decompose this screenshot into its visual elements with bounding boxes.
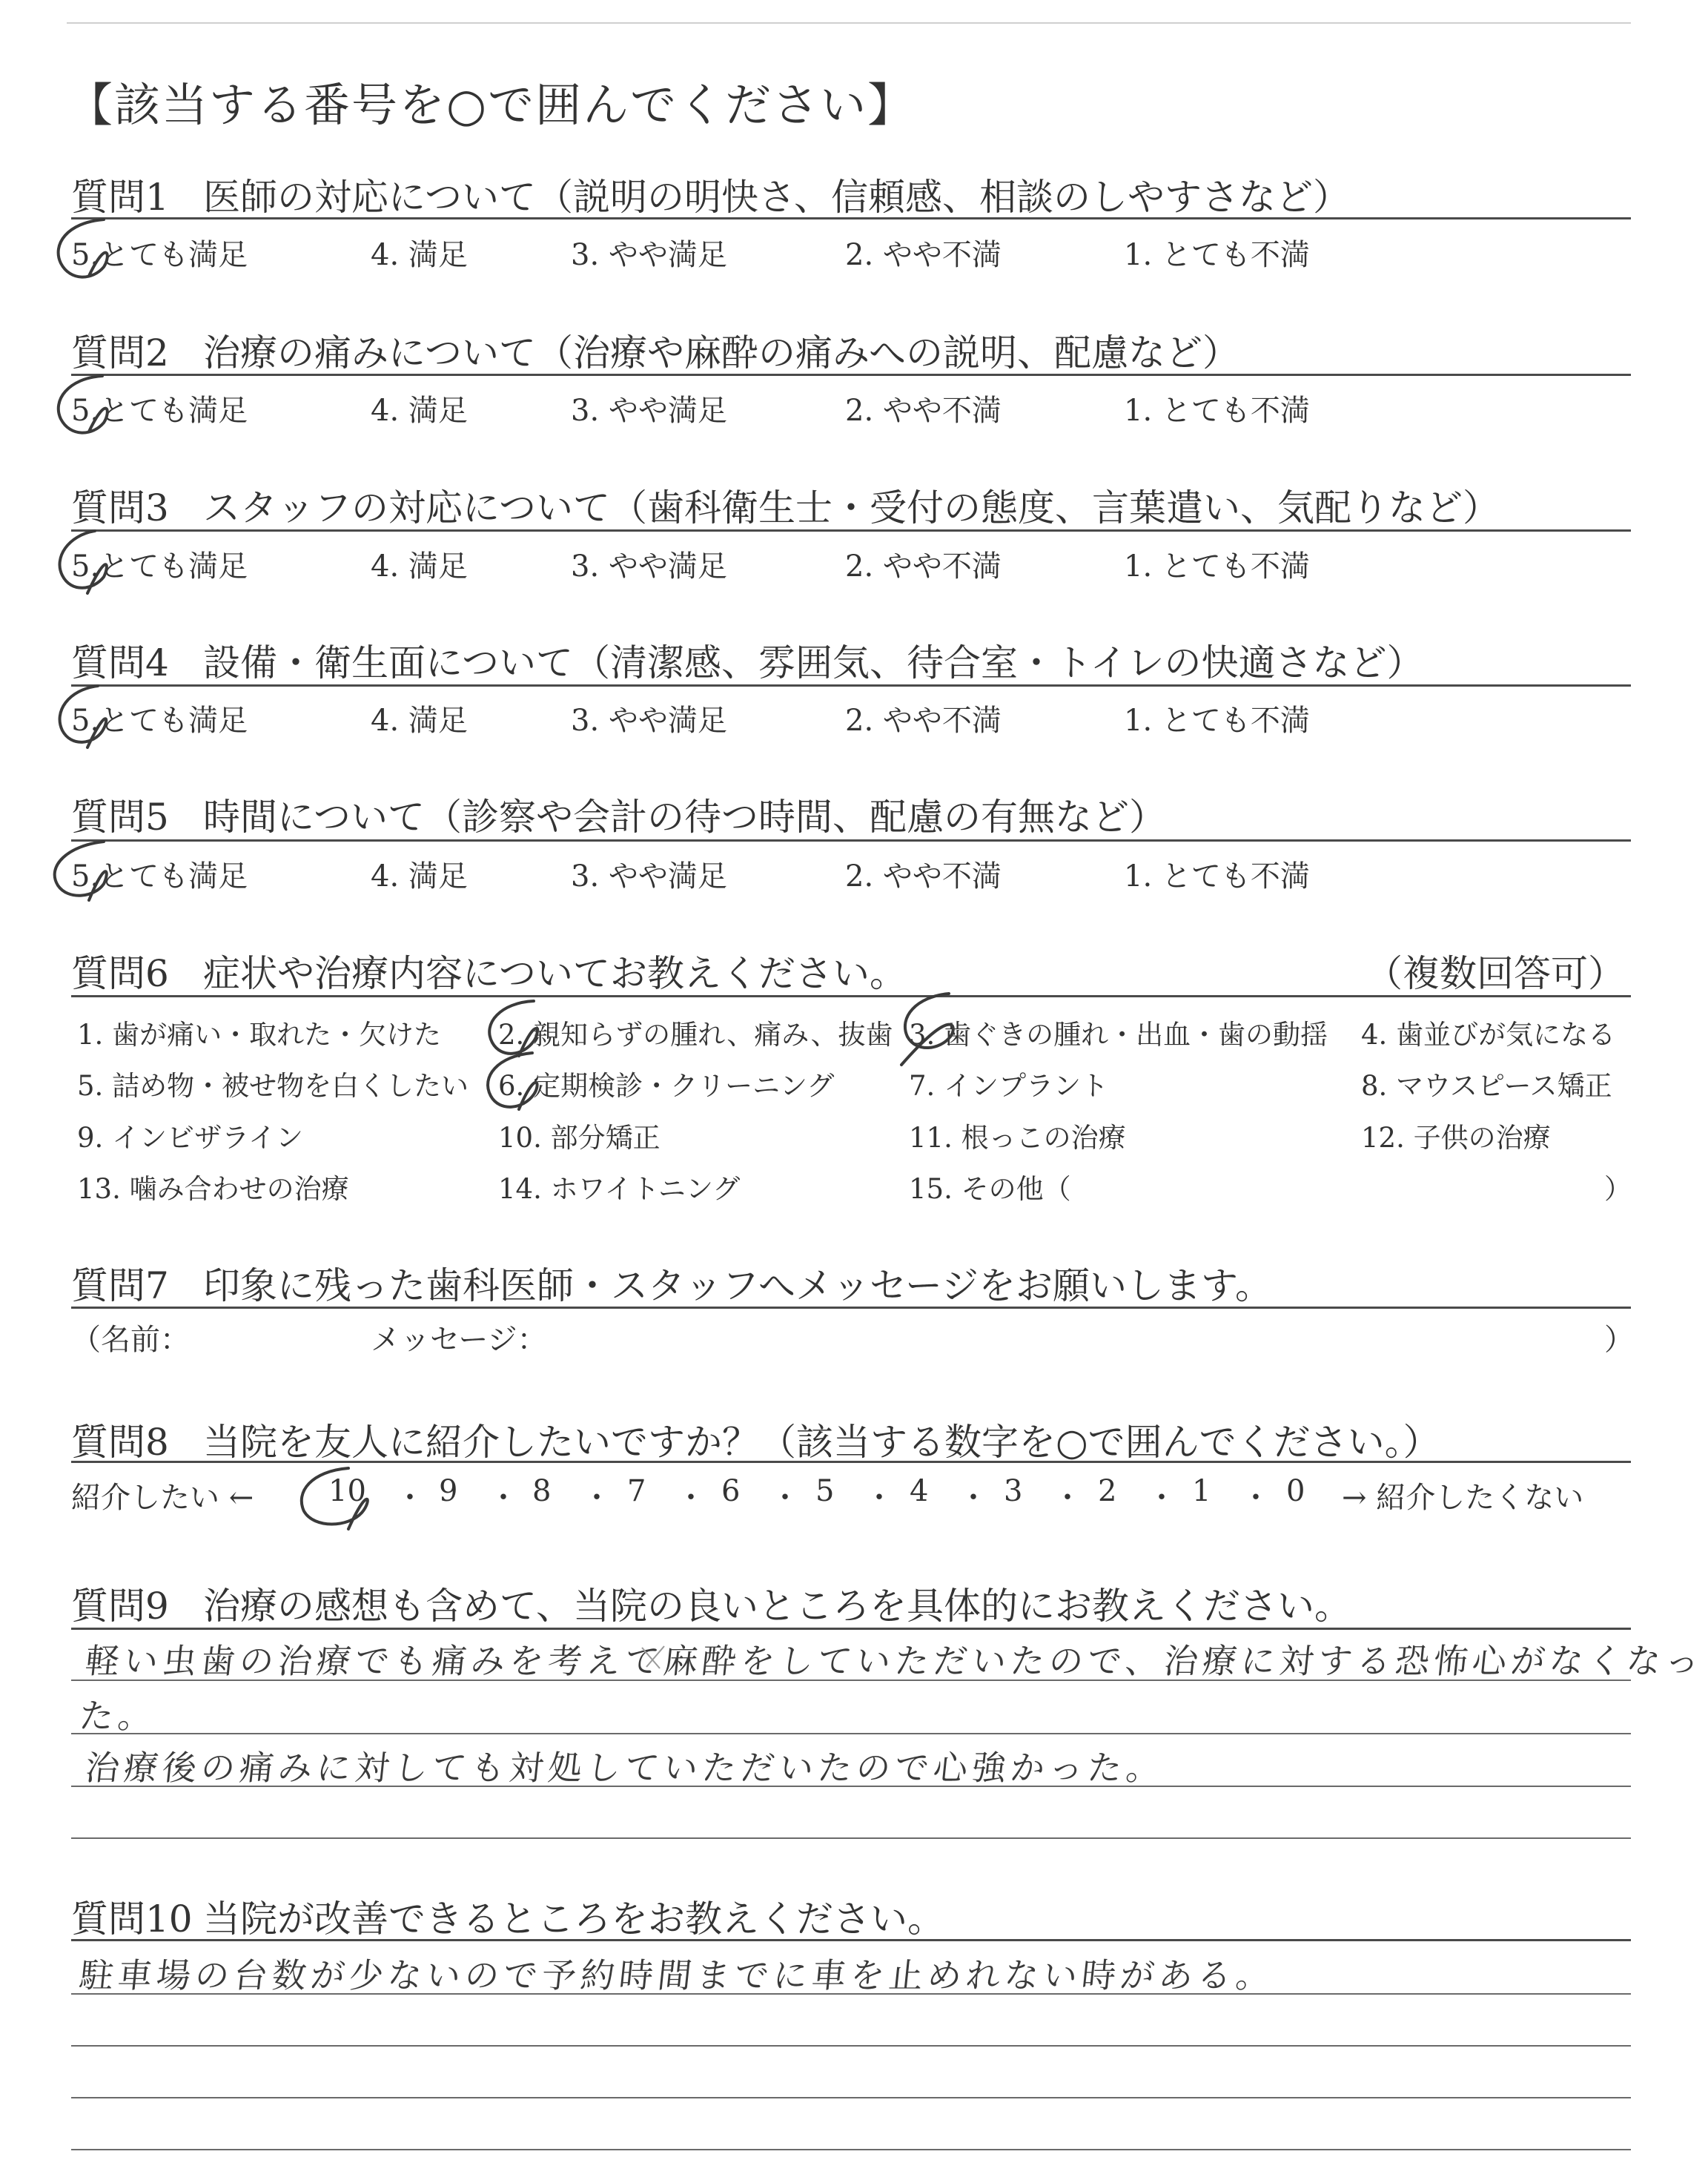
q6-option-7[interactable]: 7. インプラント — [909, 1070, 1109, 1102]
q1-rule — [71, 217, 1631, 219]
q6-option-9[interactable]: 9. インビザライン — [77, 1122, 303, 1154]
q6-option-2[interactable]: 2. 親知らずの腫れ、痛み、抜歯 — [498, 1019, 893, 1051]
q1-option-1[interactable]: 1. とても不満 — [1124, 238, 1310, 272]
q2-option-1[interactable]: 1. とても不満 — [1124, 394, 1310, 428]
q7-message-field[interactable] — [563, 1316, 1594, 1350]
q10-label: 質問10 — [71, 1898, 193, 1941]
q6-text: 症状や治療内容についてお教えください。 — [203, 952, 907, 995]
q8-score-0[interactable]: 0 — [1286, 1474, 1305, 1508]
q5-option-1[interactable]: 1. とても不満 — [1124, 859, 1310, 894]
q3-option-3[interactable]: 3. やや満足 — [571, 549, 727, 584]
q3-option-5[interactable]: 5.とても満足 — [71, 549, 248, 584]
q4-option-1[interactable]: 1. とても不満 — [1124, 704, 1310, 738]
q6-other-field[interactable] — [1053, 1169, 1594, 1201]
q9-label: 質問9 — [71, 1585, 169, 1628]
q5-option-5[interactable]: 5.とても満足 — [71, 859, 248, 894]
q4-option-2[interactable]: 2. やや不満 — [845, 704, 1002, 738]
q5-option-4[interactable]: 4. 満足 — [371, 859, 468, 894]
q3-option-1[interactable]: 1. とても不満 — [1124, 549, 1310, 584]
q2-text: 治療の痛みについて（治療や麻酔の痛みへの説明、配慮など） — [203, 331, 1239, 374]
q8-score-6[interactable]: 6 — [721, 1474, 741, 1508]
q10-text: 当院が改善できるところをお教えください。 — [203, 1898, 944, 1941]
q7-name-field[interactable] — [178, 1316, 363, 1350]
q7-rule — [71, 1307, 1631, 1309]
q2-option-4[interactable]: 4. 満足 — [371, 394, 468, 428]
q5-label: 質問5 — [71, 796, 169, 839]
q1-option-5[interactable]: 5.とても満足 — [71, 238, 248, 272]
q8-sep: ・ — [489, 1481, 518, 1515]
q8-sep: ・ — [676, 1481, 706, 1515]
q5-option-2[interactable]: 2. やや不満 — [845, 859, 1002, 894]
q8-rule — [71, 1461, 1631, 1463]
q8-score-7[interactable]: 7 — [627, 1474, 646, 1508]
q9-handwritten-line-1: 軽い虫歯の治療でも痛みを考えて麻酔をしていただいたので、治療に対する恐怖心がなくなっ — [83, 1641, 1707, 1681]
q6-option-3[interactable]: 3. 歯ぐきの腫れ・出血・歯の動揺 — [909, 1019, 1328, 1051]
q6-option-6[interactable]: 6. 定期検診・クリーニング — [498, 1070, 835, 1102]
q8-score-1[interactable]: 1 — [1192, 1474, 1211, 1508]
q4-option-5[interactable]: 5.とても満足 — [71, 704, 248, 738]
q8-right-label: → 紹介したくない — [1342, 1481, 1584, 1515]
q9-text: 治療の感想も含めて、当院の良いところを具体的にお教えください。 — [203, 1585, 1351, 1628]
scan-edge — [67, 22, 1631, 24]
q8-sep: ・ — [1147, 1481, 1176, 1515]
q8-sep: ・ — [395, 1481, 425, 1515]
q6-option-10[interactable]: 10. 部分矯正 — [498, 1122, 661, 1154]
q8-score-9[interactable]: 9 — [439, 1474, 458, 1508]
q10-handwritten-line-1: 駐車場の台数が少ないので予約時間までに車を止めれない時がある。 — [77, 1955, 1277, 1995]
q3-label: 質問3 — [71, 486, 169, 529]
q2-rule — [71, 374, 1631, 376]
q8-score-5[interactable]: 5 — [815, 1474, 835, 1508]
q6-option-4[interactable]: 4. 歯並びが気になる — [1361, 1019, 1616, 1051]
q8-score-8[interactable]: 8 — [532, 1474, 552, 1508]
q8-label: 質問8 — [71, 1421, 169, 1464]
q9-line — [71, 1837, 1631, 1839]
q3-option-4[interactable]: 4. 満足 — [371, 549, 468, 584]
q5-text: 時間について（診察や会計の待つ時間、配慮の有無など） — [203, 796, 1166, 839]
q6-note: （複数回答可） — [1366, 952, 1625, 995]
q8-sep: ・ — [864, 1481, 894, 1515]
q8-score-10[interactable]: 10 — [328, 1474, 366, 1508]
q2-option-5[interactable]: 5.とても満足 — [71, 394, 248, 428]
q6-option-12[interactable]: 12. 子供の治療 — [1361, 1122, 1551, 1154]
q8-sep: ・ — [770, 1481, 800, 1515]
q8-sep: ・ — [1053, 1481, 1082, 1515]
q6-other-close-paren: ） — [1604, 1173, 1632, 1205]
q4-rule — [71, 684, 1631, 687]
q1-option-4[interactable]: 4. 満足 — [371, 238, 468, 272]
q8-sep: ・ — [1241, 1481, 1271, 1515]
q4-option-3[interactable]: 3. やや満足 — [571, 704, 727, 738]
q7-close-paren: ） — [1604, 1323, 1634, 1357]
q6-option-1[interactable]: 1. 歯が痛い・取れた・欠けた — [77, 1019, 442, 1051]
q2-label: 質問2 — [71, 331, 169, 374]
q9-handwritten-line-3: 治療後の痛みに対しても対処していただいたので心強かった。 — [83, 1748, 1167, 1788]
q1-option-2[interactable]: 2. やや不満 — [845, 238, 1002, 272]
q10-line — [71, 2045, 1631, 2047]
q10-line — [71, 2149, 1631, 2150]
q3-option-2[interactable]: 2. やや不満 — [845, 549, 1002, 584]
q4-label: 質問4 — [71, 641, 169, 684]
q6-rule — [71, 995, 1631, 997]
q3-rule — [71, 529, 1631, 532]
q1-option-3[interactable]: 3. やや満足 — [571, 238, 727, 272]
q6-option-15[interactable]: 15. その他（ — [909, 1173, 1071, 1205]
q7-message-label: メッセージ： — [371, 1323, 547, 1357]
q3-text: スタッフの対応について（歯科衛生士・受付の態度、言葉遣い、気配りなど） — [203, 486, 1500, 529]
q9-handwritten-line-2: た。 — [77, 1696, 159, 1736]
q6-label: 質問6 — [71, 952, 169, 995]
q8-score-3[interactable]: 3 — [1004, 1474, 1023, 1508]
q8-left-label: 紹介したい ← — [71, 1481, 254, 1515]
q7-name-label: （名前： — [71, 1323, 190, 1357]
q9-line — [71, 1733, 1631, 1734]
q10-rule — [71, 1939, 1631, 1941]
q8-sep: ・ — [959, 1481, 988, 1515]
q1-label: 質問1 — [71, 176, 169, 219]
q6-option-13[interactable]: 13. 噛み合わせの治療 — [77, 1173, 349, 1205]
q8-sep: ・ — [582, 1481, 612, 1515]
q8-text: 当院を友人に紹介したいですか？（該当する数字を○で囲んでください。） — [203, 1421, 1440, 1464]
q7-label: 質問7 — [71, 1264, 169, 1307]
q5-option-3[interactable]: 3. やや満足 — [571, 859, 727, 894]
q9-rule — [71, 1628, 1631, 1630]
q5-rule — [71, 839, 1631, 842]
q1-text: 医師の対応について（説明の明快さ、信頼感、相談のしやすさなど） — [203, 176, 1350, 219]
q4-option-4[interactable]: 4. 満足 — [371, 704, 468, 738]
q6-option-5[interactable]: 5. 詰め物・被せ物を白くしたい — [77, 1070, 469, 1102]
q6-option-8[interactable]: 8. マウスピース矯正 — [1361, 1070, 1612, 1102]
q10-line — [71, 2097, 1631, 2098]
q4-text: 設備・衛生面について（清潔感、雰囲気、待合室・トイレの快適さなど） — [203, 641, 1424, 684]
q8-score-4[interactable]: 4 — [910, 1474, 929, 1508]
q6-option-14[interactable]: 14. ホワイトニング — [498, 1173, 741, 1205]
q2-option-2[interactable]: 2. やや不満 — [845, 394, 1002, 428]
q8-score-2[interactable]: 2 — [1098, 1474, 1117, 1508]
q6-option-11[interactable]: 11. 根っこの治療 — [909, 1122, 1126, 1154]
q2-option-3[interactable]: 3. やや満足 — [571, 394, 727, 428]
page-title: 【該当する番号を○で囲んでください】 — [67, 78, 916, 132]
q7-text: 印象に残った歯科医師・スタッフへメッセージをお願いします。 — [203, 1264, 1272, 1307]
